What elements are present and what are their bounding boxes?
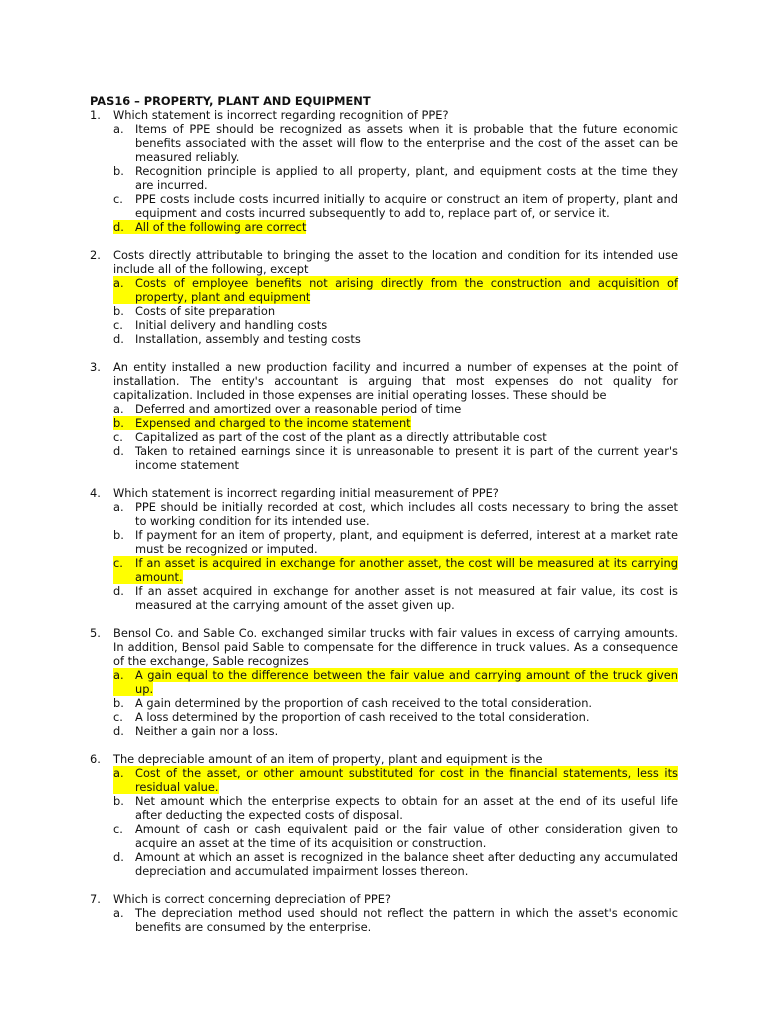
question-text: An entity installed a new production facility and incurred a number of expenses at the point of installation. The entity's accountant is arguing that most expenses do not quality for capitalization. Included in those expenses are initial operating losses. These should be: [113, 360, 678, 402]
question-number: 7.: [90, 892, 101, 906]
option-text: If an asset acquired in exchange for another asset is not measured at fair value, its cost is measured at the carrying amount of the asset given up.: [135, 584, 678, 612]
option-letter: b.: [113, 164, 124, 178]
option-text: PPE should be initially recorded at cost, which includes all costs necessary to bring the asset to working condition for its intended use.: [135, 500, 678, 528]
option-letter: a.: [113, 402, 124, 416]
option-text: Deferred and amortized over a reasonable period of time: [135, 402, 462, 416]
option-5b: [113, 696, 678, 710]
spacer: [90, 878, 678, 892]
option-4c-highlighted-answer: [113, 556, 678, 584]
option-letter: c.: [113, 430, 123, 444]
spacer: [90, 234, 678, 248]
option-letter: c.: [113, 822, 123, 836]
option-letter: c.: [113, 192, 123, 206]
option-letter: b.: [113, 794, 124, 808]
option-7a: [113, 906, 678, 934]
option-letter: d.: [113, 584, 124, 598]
question-text: Which statement is incorrect regarding recognition of PPE?: [113, 108, 449, 122]
option-text: Capitalized as part of the cost of the plant as a directly attributable cost: [135, 430, 547, 444]
option-text: The depreciation method used should not reflect the pattern in which the asset's economic benefits are consumed by the enterprise.: [135, 906, 678, 934]
option-text: A gain determined by the proportion of cash received to the total consideration.: [135, 696, 593, 710]
option-text: If an asset is acquired in exchange for another asset, the cost will be measured at its carrying amount.: [135, 556, 678, 584]
option-2d: [113, 332, 678, 346]
option-text: Cost of the asset, or other amount substituted for cost in the financial statements, less its residual value.: [135, 766, 678, 794]
option-text: All of the following are correct: [135, 220, 307, 234]
question-number: 5.: [90, 626, 101, 640]
option-5d: [113, 724, 678, 738]
option-text: Net amount which the enterprise expects to obtain for an asset at the end of its useful life after deducting the expected costs of disposal.: [135, 794, 678, 822]
question-number: 1.: [90, 108, 101, 122]
option-letter: b.: [113, 528, 124, 542]
question-5: [90, 626, 678, 668]
question-text: Bensol Co. and Sable Co. exchanged similar trucks with fair values in excess of carrying amounts. In addition, Bensol paid Sable to compensate for the difference in truck values. As a consequence of the exchange, Sable recognizes: [113, 626, 678, 668]
option-text: PPE costs include costs incurred initially to acquire or construct an item of property, plant and equipment and costs incurred subsequently to add to, replace part of, or service it.: [135, 192, 678, 220]
option-letter: a.: [113, 906, 124, 920]
question-number: 3.: [90, 360, 101, 374]
option-letter: d.: [113, 332, 124, 346]
option-text: Recognition principle is applied to all property, plant, and equipment costs at the time they are incurred.: [135, 164, 678, 192]
option-1b: [113, 164, 678, 192]
option-text: A loss determined by the proportion of cash received to the total consideration.: [135, 710, 590, 724]
option-letter: c.: [113, 710, 123, 724]
option-letter: a.: [113, 668, 135, 696]
option-letter: a.: [113, 122, 124, 136]
question-number: 4.: [90, 486, 101, 500]
option-text: Expensed and charged to the income statement: [135, 416, 411, 430]
option-letter: d.: [113, 850, 124, 864]
option-5a-highlighted-answer: [113, 668, 678, 696]
option-text: A gain equal to the difference between the fair value and carrying amount of the truck given up.: [135, 668, 678, 696]
question-text: Which is correct concerning depreciation of PPE?: [113, 892, 391, 906]
question-text: Which statement is incorrect regarding initial measurement of PPE?: [113, 486, 499, 500]
question-text: The depreciable amount of an item of property, plant and equipment is the: [113, 752, 543, 766]
option-6c: [113, 822, 678, 850]
option-text: Installation, assembly and testing costs: [135, 332, 361, 346]
option-1d-highlighted-answer: [113, 220, 678, 234]
option-letter: c.: [113, 318, 123, 332]
option-3a: [113, 402, 678, 416]
option-3d: [113, 444, 678, 472]
question-2: [90, 248, 678, 276]
option-text: If payment for an item of property, plant, and equipment is deferred, interest at a market rate must be recognized or imputed.: [135, 528, 678, 556]
option-6a-highlighted-answer: [113, 766, 678, 794]
option-letter: b.: [113, 416, 135, 430]
question-7: [90, 892, 678, 906]
option-letter: a.: [113, 766, 135, 794]
option-3b-highlighted-answer: [113, 416, 678, 430]
option-text: Neither a gain nor a loss.: [135, 724, 279, 738]
option-letter: b.: [113, 304, 124, 318]
option-text: Initial delivery and handling costs: [135, 318, 328, 332]
question-text: Costs directly attributable to bringing the asset to the location and condition for its intended use include all of the following, except: [113, 248, 678, 276]
option-text: Costs of employee benefits not arising directly from the construction and acquisition of property, plant and equipment: [135, 276, 678, 304]
option-letter: b.: [113, 696, 124, 710]
option-6b: [113, 794, 678, 822]
option-4d: [113, 584, 678, 612]
question-number: 2.: [90, 248, 101, 262]
option-letter: d.: [113, 444, 124, 458]
option-text: Amount of cash or cash equivalent paid or the fair value of other consideration given to acquire an asset at the time of its acquisition or construction.: [135, 822, 678, 850]
option-letter: d.: [113, 220, 135, 234]
question-number: 6.: [90, 752, 101, 766]
question-1: [90, 108, 678, 122]
spacer: [90, 738, 678, 752]
spacer: [90, 472, 678, 486]
option-text: Amount at which an asset is recognized in the balance sheet after deducting any accumulated depreciation and accumulated impairment losses thereon.: [135, 850, 678, 878]
document-title: PAS16 – PROPERTY, PLANT AND EQUIPMENT: [90, 94, 371, 108]
option-5c: [113, 710, 678, 724]
option-4b: [113, 528, 678, 556]
option-4a: [113, 500, 678, 528]
question-3: [90, 360, 678, 402]
option-2a-highlighted-answer: [113, 276, 678, 304]
question-6: [90, 752, 678, 766]
option-text: Taken to retained earnings since it is unreasonable to present it is part of the current year's income statement: [135, 444, 678, 472]
option-1c: [113, 192, 678, 220]
document-content: [90, 94, 678, 934]
option-1a: [113, 122, 678, 164]
option-text: Costs of site preparation: [135, 304, 276, 318]
option-letter: a.: [113, 276, 135, 304]
spacer: [90, 346, 678, 360]
option-2b: [113, 304, 678, 318]
option-6d: [113, 850, 678, 878]
option-3c: [113, 430, 678, 444]
question-4: [90, 486, 678, 500]
option-letter: c.: [113, 556, 135, 584]
spacer: [90, 612, 678, 626]
option-letter: d.: [113, 724, 124, 738]
option-text: Items of PPE should be recognized as assets when it is probable that the future economic benefits associated with the asset will flow to the enterprise and the cost of the asset can be measured reliably.: [135, 122, 678, 164]
option-2c: [113, 318, 678, 332]
option-letter: a.: [113, 500, 124, 514]
